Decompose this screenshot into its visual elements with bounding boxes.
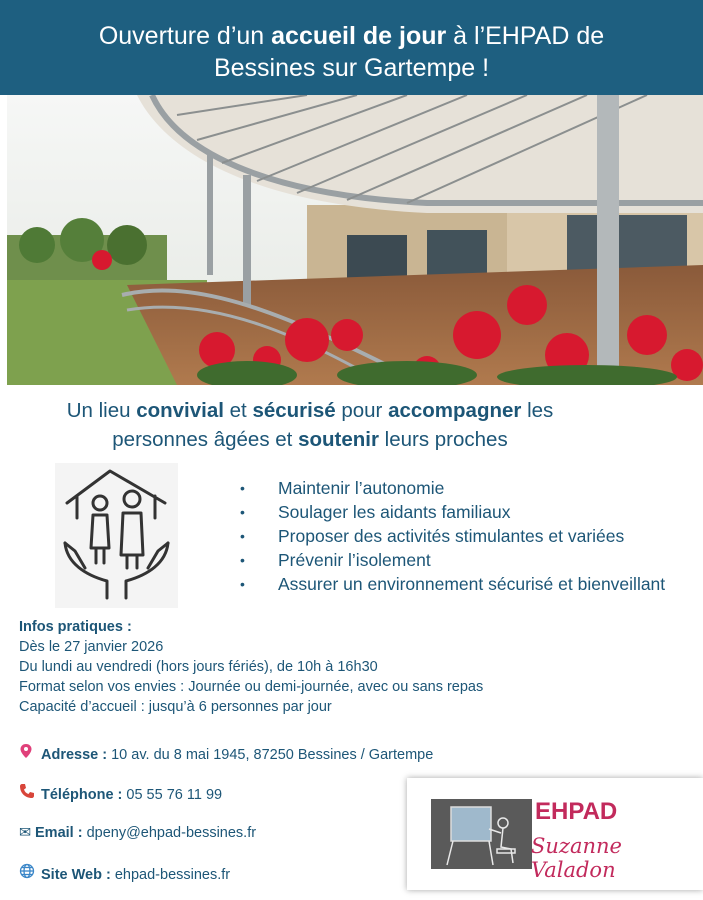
logo-subtitle: Suzanne Valadon xyxy=(531,834,622,882)
painter-illustration xyxy=(431,799,532,869)
title-line-2: Bessines sur Gartempe ! xyxy=(213,54,490,82)
envelope-icon: ✉ xyxy=(19,825,32,841)
phone-icon xyxy=(19,783,41,805)
website-link[interactable]: ehpad-bessines.fr xyxy=(110,867,231,883)
email-link[interactable]: dpeny@ehpad-bessines.fr xyxy=(82,825,257,841)
benefits-list xyxy=(240,476,665,596)
tagline xyxy=(0,396,620,454)
map-pin-icon xyxy=(19,743,41,765)
email-row: ✉ Email : dpeny@ehpad-bessines.fr xyxy=(19,825,257,841)
list-item: • Prévenir l’isolement xyxy=(240,550,431,570)
globe-icon xyxy=(19,863,41,885)
title-text: à l’EHPAD de xyxy=(446,22,605,50)
info-line: Du lundi au vendredi (hors jours fériés), de 10h à 16h30 xyxy=(19,659,378,675)
title-text: Ouverture d’un xyxy=(98,22,272,50)
practical-info xyxy=(19,617,483,717)
care-home-icon xyxy=(55,463,178,608)
tagline-line-1: Un lieu convivial et sécurisé pour accompagner les xyxy=(66,399,554,422)
title-line-1 xyxy=(0,0,703,52)
ehpad-logo xyxy=(407,778,703,890)
list-item: • Proposer des activités stimulantes et variées xyxy=(240,526,625,546)
info-line: Format selon vos envies : Journée ou demi-journée, avec ou sans repas xyxy=(19,679,484,695)
logo-title: EHPAD xyxy=(535,798,618,825)
info-heading: Infos pratiques : xyxy=(19,619,132,635)
list-item: • Maintenir l’autonomie xyxy=(240,478,445,498)
info-line: Dès le 27 janvier 2026 xyxy=(19,639,164,655)
tagline-line-2: personnes âgées et soutenir leurs proches xyxy=(112,428,508,451)
web-row: Site Web : ehpad-bessines.fr xyxy=(19,863,230,885)
list-item: • Assurer un environnement sécurisé et bienveillant xyxy=(240,574,666,594)
bullet-icon: • xyxy=(240,528,245,544)
info-line: Capacité d’accueil : jusqu’à 6 personnes par jour xyxy=(19,699,332,715)
terrace-photo xyxy=(7,95,703,385)
bullet-icon: • xyxy=(240,552,245,568)
title-banner xyxy=(0,0,703,95)
phone-row: Téléphone : 05 55 76 11 99 xyxy=(19,783,222,805)
bullet-icon: • xyxy=(240,480,245,496)
list-item: • Soulager les aidants familiaux xyxy=(240,502,511,522)
bullet-icon: • xyxy=(240,504,245,520)
title-bold: accueil de jour xyxy=(271,22,447,50)
bullet-icon: • xyxy=(240,576,245,592)
address-row: Adresse : 10 av. du 8 mai 1945, 87250 Bessines / Gartempe xyxy=(19,743,433,765)
